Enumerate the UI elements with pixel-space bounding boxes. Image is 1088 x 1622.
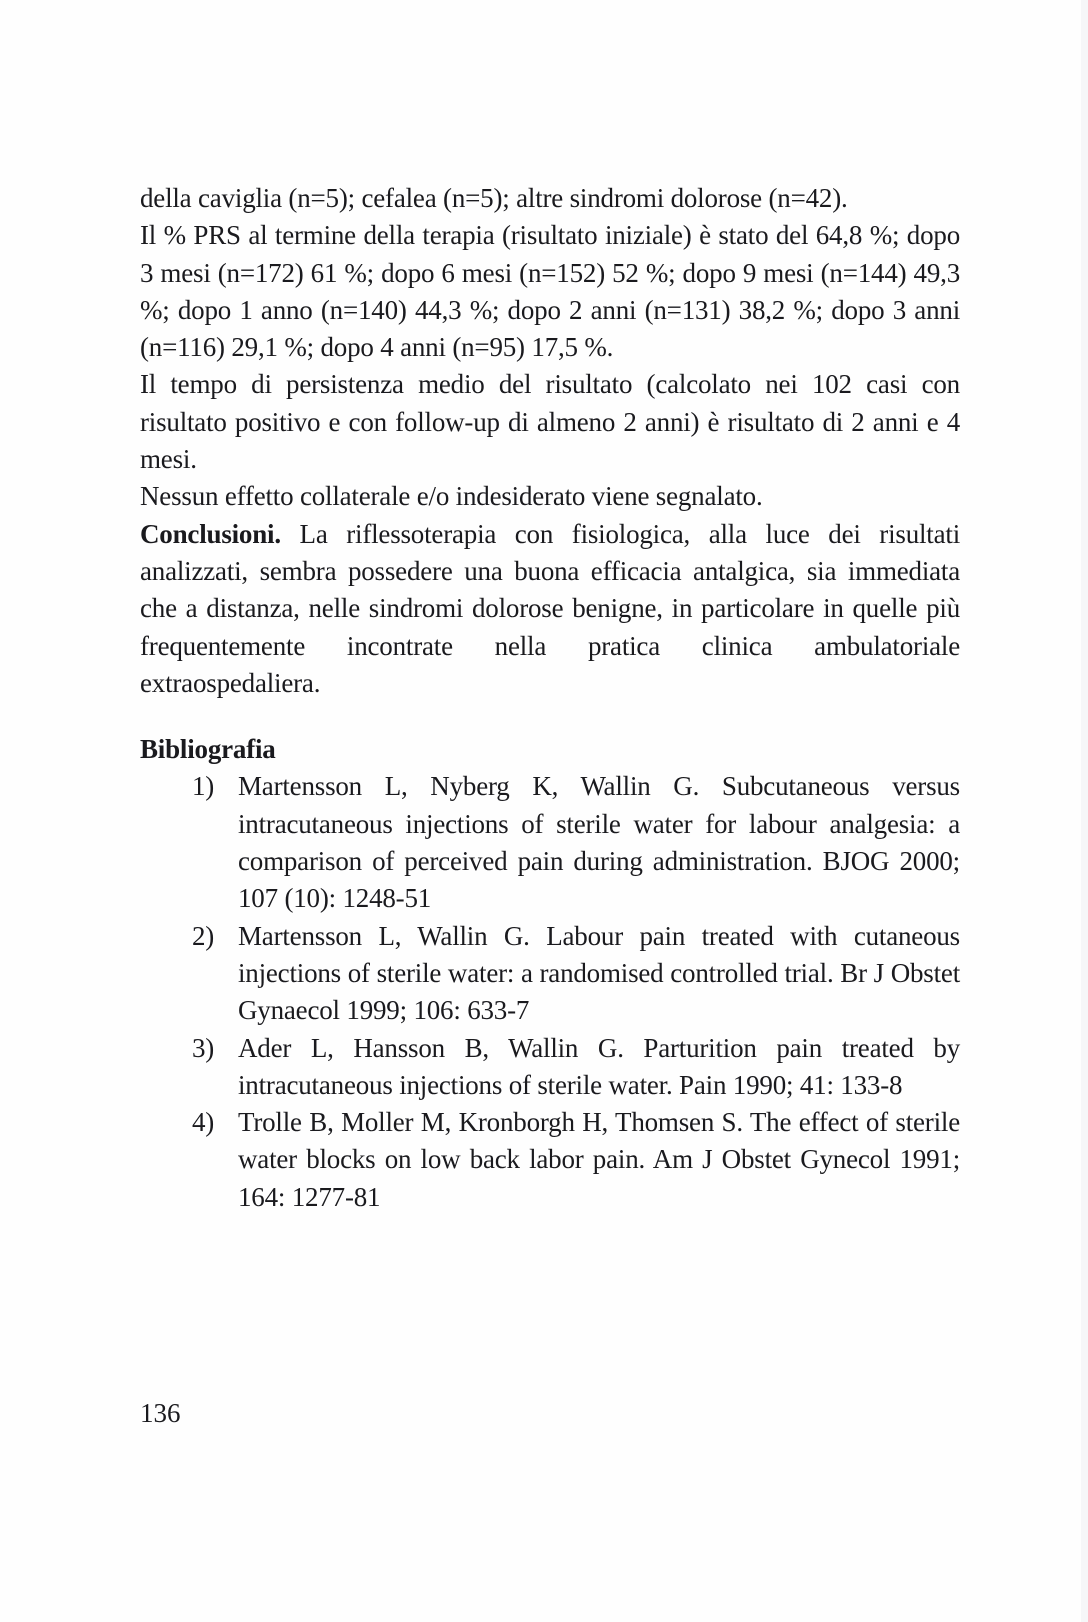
results-paragraph-2: Il % PRS al termine della terapia (risultato iniziale) è stato del 64,8 %; dopo 3 mesi (n=172) 61 %; dopo 6 mesi (n=152) 52 %; dopo 9 mesi (n=144) 49,3 %; dopo 1 anno (n=140) 44,3 %; dopo 2 anni (n=131) 38,2 %; dopo 3 anni (n=116) 29,1 %; dopo 4 anni (n=95) 17,5 %. — [140, 220, 960, 363]
bibliography-item-number: 1) — [192, 771, 215, 802]
bibliography-item-number: 3) — [192, 1032, 215, 1063]
bibliography-item — [140, 918, 960, 1030]
bibliography-item-text: Trolle B, Moller M, Kronborgh H, Thomsen S. The effect of sterile water blocks on low back labor pain. Am J Obstet Gynecol 1991; 164: 1277-81 — [238, 1107, 960, 1212]
bibliography-item — [140, 768, 960, 917]
scan-artifact — [1081, 0, 1088, 1622]
page-number: 136 — [140, 1398, 181, 1428]
bibliography-item — [140, 1104, 960, 1216]
bibliography-item-text: Ader L, Hansson B, Wallin G. Parturition pain treated by intracutaneous injections of sterile water. Pain 1990; 41: 133-8 — [238, 1032, 960, 1100]
bibliography-item-number: 4) — [192, 1107, 215, 1138]
bibliography-item-text: Martensson L, Nyberg K, Wallin G. Subcutaneous versus intracutaneous injections of sterile water for labour analgesia: a comparison of perceived pain during administration. BJOG 2000; 107 (10): 1248-51 — [238, 771, 960, 914]
conclusions-paragraph — [140, 516, 960, 702]
bibliography-item-number: 2) — [192, 920, 215, 951]
bibliography-heading: Bibliografia — [140, 734, 276, 765]
bibliography-item — [140, 1030, 960, 1105]
results-paragraph-1: della caviglia (n=5); cefalea (n=5); altre sindromi dolorose (n=42). — [140, 183, 848, 213]
conclusions-label: Conclusioni. — [140, 518, 281, 549]
bibliography-list — [140, 768, 960, 1216]
bibliography-item-text: Martensson L, Wallin G. Labour pain treated with cutaneous injections of sterile water: a randomised controlled trial. Br J Obstet Gynaecol 1999; 106: 633-7 — [238, 920, 960, 1026]
results-paragraph-3: Il tempo di persistenza medio del risultato (calcolato nei 102 casi con risultato positivo e con follow-up di almeno 2 anni) è risultato di 2 anni e 4 mesi. — [140, 369, 960, 475]
page-body — [140, 180, 960, 1216]
results-paragraph-4: Nessun effetto collaterale e/o indesiderato viene segnalato. — [140, 481, 763, 512]
conclusions-text: La riflessoterapia con fisiologica, alla luce dei risultati analizzati, sembra possedere una buona efficacia antalgica, sia immediata che a distanza, nelle sindromi dolorose benigne, in particolare in quelle più frequentemente incontrate nella pratica clinica ambulatoriale extraospedaliera. — [140, 518, 960, 698]
